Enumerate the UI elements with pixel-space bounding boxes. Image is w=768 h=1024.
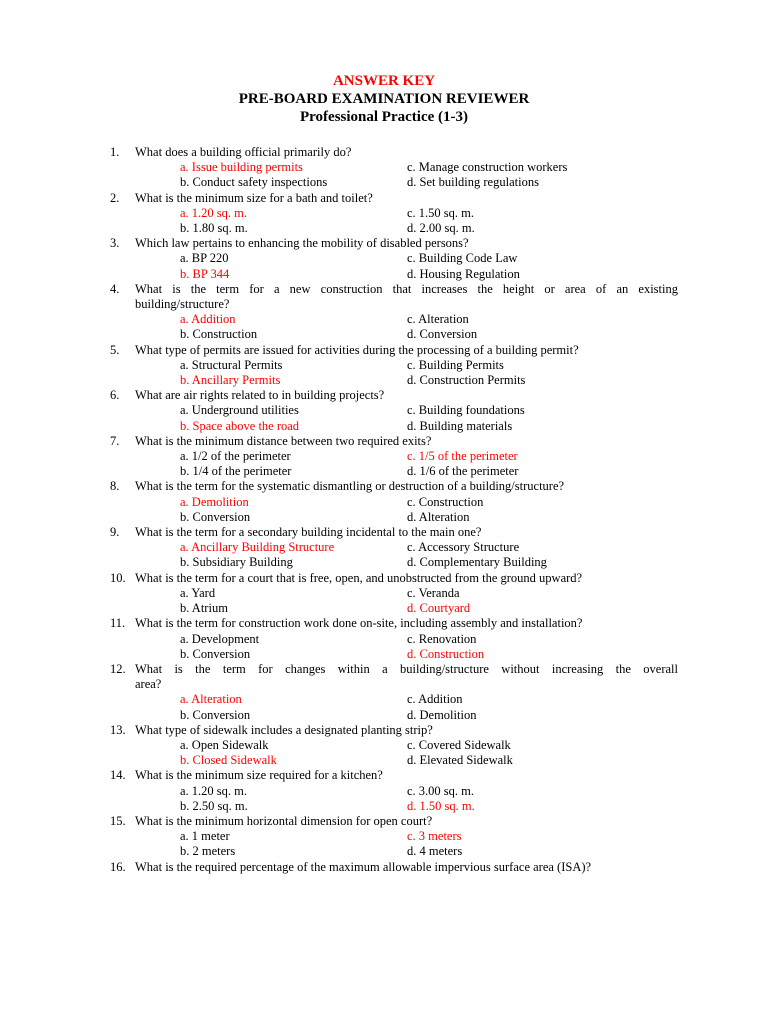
option-row [0, 373, 768, 388]
answer-option: a. Open Sidewalk [180, 737, 269, 752]
question-item [0, 814, 768, 860]
option-row [0, 160, 768, 175]
correct-answer-option: a. Issue building permits [180, 160, 303, 175]
question-line [0, 191, 768, 206]
question-item [0, 525, 768, 571]
answer-option: d. 2.00 sq. m. [407, 221, 475, 236]
question-number: 16. [110, 859, 126, 874]
answer-option: c. Renovation [407, 631, 477, 646]
question-text: Which law pertains to enhancing the mobility of disabled persons? [135, 236, 469, 251]
answer-option: d. Demolition [407, 707, 477, 722]
correct-answer-option: a. Demolition [180, 494, 249, 509]
question-line [0, 814, 768, 829]
question-text: What is the term for a court that is free, open, and unobstructed from the ground upward? [135, 570, 583, 585]
question-line [0, 434, 768, 449]
option-row [0, 555, 768, 570]
question-number: 15. [110, 813, 126, 828]
option-row [0, 175, 768, 190]
option-row [0, 449, 768, 464]
answer-option: d. 4 meters [407, 844, 463, 859]
option-row [0, 327, 768, 342]
answer-option: c. Covered Sidewalk [407, 737, 511, 752]
option-row [0, 738, 768, 753]
option-row [0, 647, 768, 662]
answer-option: b. Subsidiary Building [180, 555, 293, 570]
question-number: 4. [110, 281, 120, 296]
question-number: 12. [110, 661, 126, 676]
correct-answer-option: a. 1.20 sq. m. [180, 205, 248, 220]
question-text: What is the minimum distance between two required exits? [135, 433, 432, 448]
question-line [0, 723, 768, 738]
answer-option: d. Complementary Building [407, 555, 547, 570]
option-row [0, 829, 768, 844]
question-number: 6. [110, 388, 120, 403]
question-text: What are air rights related to in building projects? [135, 388, 385, 403]
question-line [0, 343, 768, 358]
question-item [0, 662, 768, 723]
question-number: 11. [110, 616, 126, 631]
option-row [0, 632, 768, 647]
question-number: 5. [110, 342, 120, 357]
question-text: What is the term for a secondary building incidental to the main one? [135, 525, 482, 540]
option-row [0, 358, 768, 373]
option-row [0, 267, 768, 282]
answer-option: c. Building foundations [407, 403, 525, 418]
question-item [0, 236, 768, 282]
answer-option: a. BP 220 [180, 251, 229, 266]
question-line [0, 571, 768, 586]
question-number: 2. [110, 190, 120, 205]
correct-answer-option: b. Ancillary Permits [180, 373, 281, 388]
answer-option: d. Housing Regulation [407, 266, 520, 281]
document-title: PRE-BOARD EXAMINATION REVIEWER [238, 91, 530, 107]
question-line [0, 768, 768, 783]
answer-option: c. 3.00 sq. m. [407, 783, 475, 798]
question-text-continued: area? [135, 677, 162, 692]
question-line [0, 616, 768, 631]
option-row [0, 799, 768, 814]
correct-answer-option: b. BP 344 [180, 266, 230, 281]
question-text: What does a building official primarily do? [135, 145, 352, 159]
answer-option: c. Addition [407, 692, 463, 707]
answer-option: d. Elevated Sidewalk [407, 753, 513, 768]
question-text: What is the term for the systematic dismantling or destruction of a building/structure? [135, 479, 565, 494]
answer-option: b. 2 meters [180, 844, 236, 859]
option-row [0, 540, 768, 555]
answer-key-heading: ANSWER KEY [332, 73, 436, 89]
correct-answer-option: a. Ancillary Building Structure [180, 540, 335, 555]
option-row [0, 206, 768, 221]
question-text: What type of permits are issued for activities during the processing of a building permit? [135, 342, 579, 357]
answer-option: c. Accessory Structure [407, 540, 520, 555]
question-text: What is the required percentage of the maximum allowable impervious surface area (ISA)? [135, 859, 592, 874]
option-row [0, 601, 768, 616]
answer-option: c. Building Code Law [407, 251, 518, 266]
answer-option: d. Building materials [407, 418, 513, 433]
answer-option: a. Underground utilities [180, 403, 299, 418]
correct-answer-option: d. Construction [407, 646, 485, 661]
answer-option: d. Conversion [407, 327, 478, 342]
question-number: 10. [110, 570, 126, 585]
answer-option: a. Structural Permits [180, 357, 283, 372]
answer-option: c. Building Permits [407, 357, 504, 372]
question-number: 1. [110, 145, 120, 159]
question-text: What is the term for construction work done on-site, including assembly and installation? [135, 616, 583, 631]
question-item [0, 768, 768, 814]
correct-answer-option: c. 1/5 of the perimeter [407, 449, 518, 464]
answer-option: a. 1 meter [180, 829, 230, 844]
option-row [0, 586, 768, 601]
question-text: What is the minimum size required for a kitchen? [135, 768, 383, 783]
answer-option: d. Set building regulations [407, 175, 539, 190]
question-item [0, 723, 768, 769]
question-line [0, 860, 768, 875]
question-number: 8. [110, 479, 120, 494]
question-number: 3. [110, 236, 120, 251]
document-header [0, 72, 768, 126]
question-list [0, 145, 768, 875]
answer-option: a. 1/2 of the perimeter [180, 449, 291, 464]
question-line [0, 236, 768, 251]
correct-answer-option: a. Addition [180, 312, 236, 327]
option-row [0, 419, 768, 434]
document-subtitle: Professional Practice (1-3) [300, 109, 468, 125]
answer-option: a. 1.20 sq. m. [180, 783, 248, 798]
question-item [0, 434, 768, 480]
answer-option: b. 2.50 sq. m. [180, 798, 248, 813]
answer-option: a. Development [180, 631, 260, 646]
answer-option: b. Atrium [180, 601, 228, 616]
question-number: 13. [110, 722, 126, 737]
question-item [0, 860, 768, 875]
answer-option: c. Construction [407, 494, 484, 509]
answer-option: d. Construction Permits [407, 373, 526, 388]
question-line [0, 479, 768, 494]
answer-option: b. 1/4 of the perimeter [180, 464, 292, 479]
question-item [0, 343, 768, 389]
answer-option: c. 1.50 sq. m. [407, 205, 475, 220]
option-row [0, 753, 768, 768]
option-row [0, 251, 768, 266]
option-row [0, 708, 768, 723]
correct-answer-option: a. Alteration [180, 692, 242, 707]
answer-option: d. Alteration [407, 509, 470, 524]
question-item [0, 191, 768, 237]
question-line [0, 662, 768, 677]
option-row [0, 844, 768, 859]
question-text-continued: building/structure? [135, 297, 230, 312]
question-number: 9. [110, 525, 120, 540]
question-item [0, 479, 768, 525]
option-row [0, 692, 768, 707]
answer-option: b. Conversion [180, 707, 251, 722]
question-text: What is the term for changes within a building/structure without increasing the overall [135, 661, 678, 676]
question-line [0, 282, 768, 297]
question-text: What type of sidewalk includes a designated planting strip? [135, 722, 433, 737]
option-row [0, 312, 768, 327]
question-number: 7. [110, 433, 120, 448]
question-item [0, 145, 768, 191]
question-item [0, 571, 768, 617]
question-line [0, 145, 768, 160]
correct-answer-option: b. Closed Sidewalk [180, 753, 277, 768]
answer-option: b. 1.80 sq. m. [180, 221, 248, 236]
answer-option: d. 1/6 of the perimeter [407, 464, 519, 479]
option-row [0, 221, 768, 236]
option-row [0, 403, 768, 418]
answer-option: b. Conversion [180, 509, 251, 524]
question-text: What is the minimum horizontal dimension for open court? [135, 813, 433, 828]
question-item [0, 282, 768, 343]
answer-option: b. Construction [180, 327, 258, 342]
question-number: 14. [110, 768, 126, 783]
option-row [0, 464, 768, 479]
option-row [0, 510, 768, 525]
correct-answer-option: c. 3 meters [407, 829, 462, 844]
question-text: What is the minimum size for a bath and toilet? [135, 190, 373, 205]
question-item [0, 388, 768, 434]
answer-option: b. Conversion [180, 646, 251, 661]
question-line [0, 388, 768, 403]
option-row [0, 784, 768, 799]
answer-option: c. Manage construction workers [407, 160, 568, 175]
correct-answer-option: d. Courtyard [407, 601, 471, 616]
correct-answer-option: d. 1.50 sq. m. [407, 798, 475, 813]
answer-option: b. Conduct safety inspections [180, 175, 328, 190]
answer-option: c. Alteration [407, 312, 469, 327]
correct-answer-option: b. Space above the road [180, 418, 300, 433]
option-row [0, 495, 768, 510]
question-line [0, 525, 768, 540]
question-item [0, 616, 768, 662]
answer-option: a. Yard [180, 585, 216, 600]
answer-option: c. Veranda [407, 585, 460, 600]
question-text: What is the term for a new construction that increases the height or area of an existing [135, 281, 678, 296]
